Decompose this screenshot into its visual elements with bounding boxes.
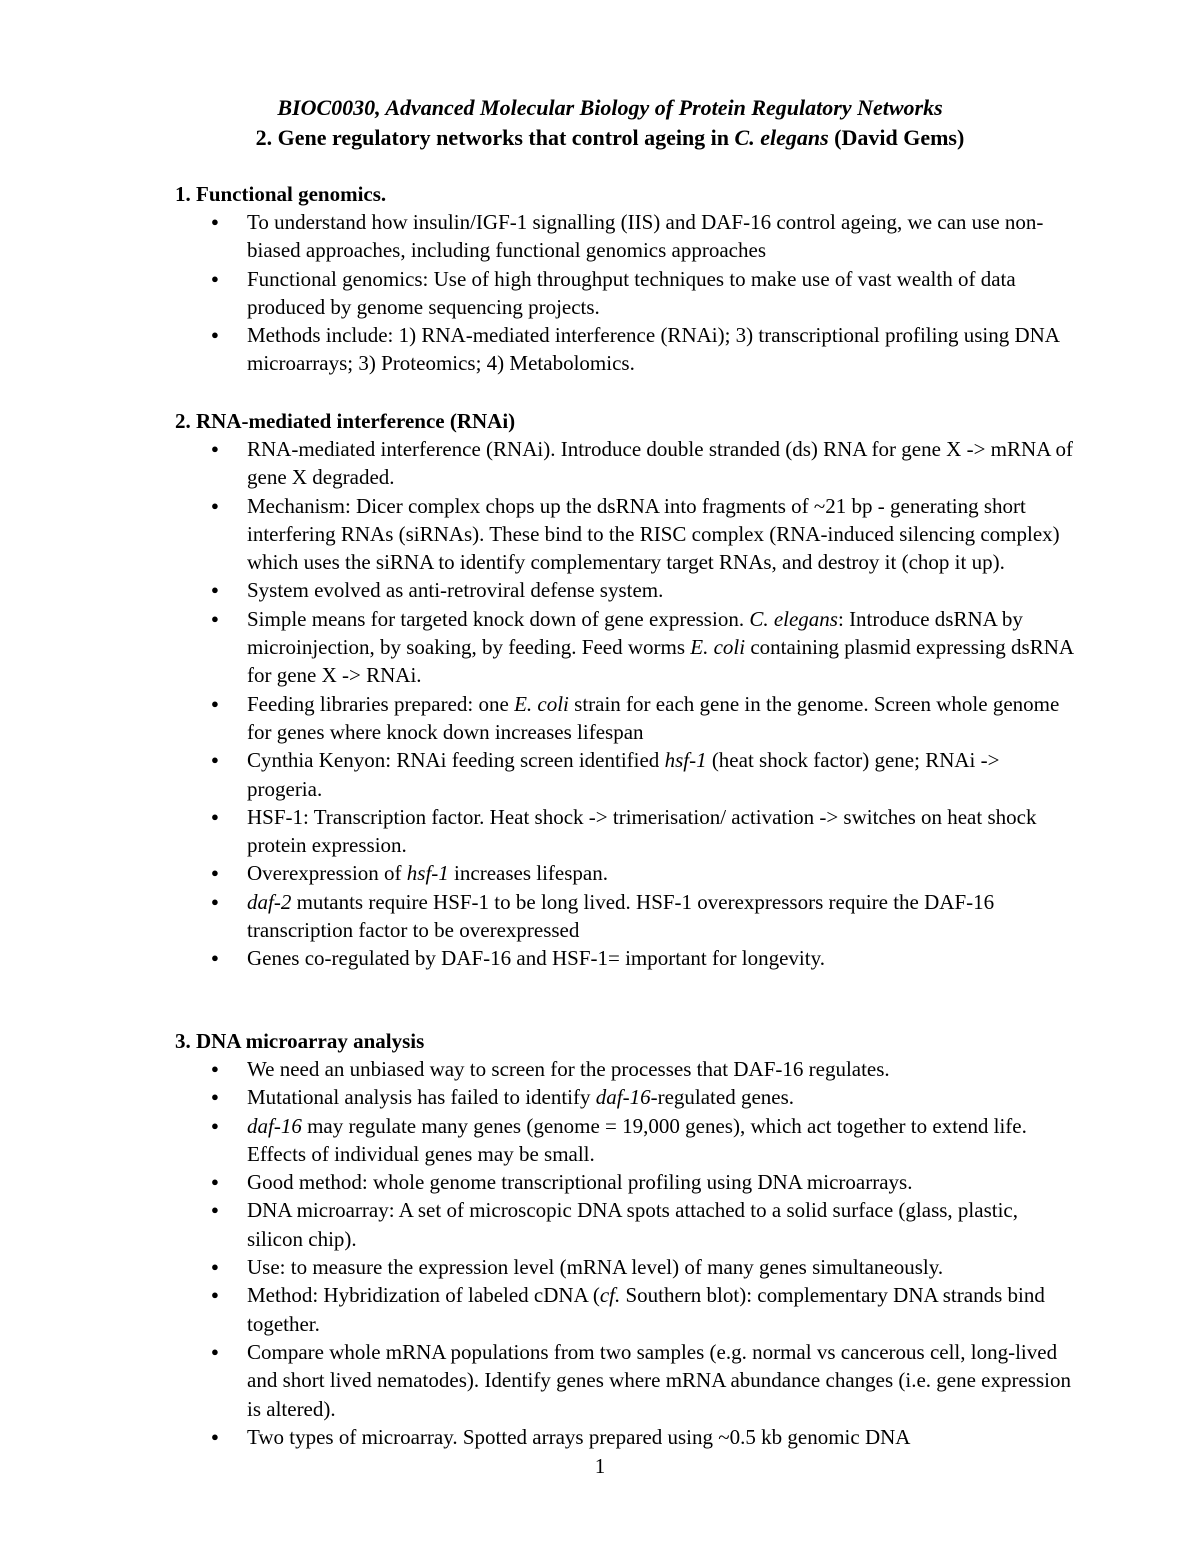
bullet-text: DNA microarray: A set of microscopic DNA spots attached to a solid surface (glass, plastic, silicon chip). [247, 1198, 1018, 1251]
bullet-item [175, 1112, 1075, 1169]
bullet-item [175, 321, 1075, 378]
lecture-title-species: C. elegans [734, 125, 829, 150]
bullet-item [175, 576, 1075, 604]
bullet-item [175, 435, 1075, 492]
lecture-title-prefix: 2. Gene regulatory networks that control ageing in [255, 125, 735, 150]
bullet-text: Cynthia Kenyon: RNAi feeding screen identified [247, 748, 665, 773]
italic-term: C. elegans [749, 606, 838, 631]
bullet-text: Good method: whole genome transcriptional profiling using DNA microarrays. [247, 1170, 913, 1195]
bullet-item [175, 1196, 1075, 1253]
bullet-text: Genes co-regulated by DAF-16 and HSF-1= important for longevity. [247, 946, 825, 971]
bullet-item [175, 208, 1075, 265]
italic-term: E. coli [514, 691, 569, 716]
section-heading: 3. DNA microarray analysis [175, 1029, 425, 1053]
italic-term: hsf-1 [406, 861, 449, 886]
bullet-text: Overexpression of [247, 861, 407, 886]
bullet-text: Feeding libraries prepared: one [247, 691, 515, 716]
bullet-text: HSF-1: Transcription factor. Heat shock -> trimerisation/ activation -> switches on heat shock protein expression. [247, 804, 1037, 858]
italic-term: E. coli [690, 635, 746, 660]
bullet-text: To understand how insulin/IGF-1 signalling (IIS) and DAF-16 control ageing, we can use non-biased approaches, including functional genomics approaches [247, 210, 1044, 263]
bullet-text: Simple means for targeted knock down of gene expression. [247, 606, 750, 631]
section-dna-microarray [175, 1027, 1075, 1451]
italic-term: daf-16 [247, 1113, 302, 1138]
bullet-text: Mechanism: Dicer complex chops up the dsRNA into fragments of ~21 bp - generating short interfering RNAs (siRNAs). These bind to the RISC complex (RNA-induced silencing complex) which uses the siRNA to identify complementary target RNAs, and destroy it (chop it up). [247, 493, 1060, 575]
bullet-item [175, 1253, 1075, 1281]
bullet-text: Compare whole mRNA populations from two samples (e.g. normal vs cancerous cell, long-lived and short lived nematodes). Identify genes where mRNA abundance changes (i.e. gene expression is altered). [247, 1339, 1071, 1421]
page-number: 1 [594, 1454, 606, 1478]
bullet-item [175, 690, 1075, 747]
bullet-text: -regulated genes. [650, 1085, 795, 1110]
bullet-text: RNA-mediated interference (RNAi). Introduce double stranded (ds) RNA for gene X -> mRNA of gene X degraded. [247, 437, 1073, 490]
section-heading: 1. Functional genomics. [175, 182, 387, 206]
bullet-text: (heat shock factor) gene; RNAi -> progeria. [247, 748, 1000, 801]
bullet-list [175, 208, 1075, 378]
course-title: BIOC0030, Advanced Molecular Biology of Protein Regulatory Networks [277, 95, 943, 120]
bullet-text: Methods include: 1) RNA-mediated interference (RNAi); 3) transcriptional profiling using DNA microarrays; 3) Proteomics; 4) Metabolomics. [247, 323, 1059, 376]
bullet-text: We need an unbiased way to screen for the processes that DAF-16 regulates. [247, 1057, 890, 1081]
lecture-title [0, 124, 1200, 152]
bullet-item [175, 944, 1075, 972]
bullet-item [175, 888, 1075, 945]
italic-term: hsf-1 [664, 748, 707, 773]
bullet-list [175, 1055, 1075, 1451]
bullet-item [175, 1168, 1075, 1196]
bullet-item [175, 265, 1075, 322]
bullet-item [175, 1055, 1075, 1083]
bullet-item [175, 1338, 1075, 1423]
bullet-text: increases lifespan. [448, 861, 608, 886]
bullet-text: mutants require HSF-1 to be long lived. HSF-1 overexpressors require the DAF-16 transcription factor to be overexpressed [247, 889, 995, 943]
bullet-item [175, 605, 1075, 690]
bullet-text: : Introduce dsRNA by microinjection, by soaking, by feeding. Feed worms [247, 606, 1023, 660]
bullet-item [175, 1083, 1075, 1111]
bullet-text: Southern blot): complementary DNA strands bind together. [247, 1283, 1045, 1336]
italic-term: daf-2 [247, 889, 292, 914]
bullet-text: strain for each gene in the genome. Screen whole genome for genes where knock down increases lifespan [247, 691, 1060, 744]
bullet-text: Functional genomics: Use of high throughput techniques to make use of vast wealth of data produced by genome sequencing projects. [247, 266, 1016, 319]
bullet-text: Method: Hybridization of labeled cDNA ( [247, 1283, 600, 1308]
lecture-title-suffix: (David Gems) [828, 125, 965, 150]
bullet-text: may regulate many genes (genome = 19,000 genes), which act together to extend life. Effects of individual genes may be small. [247, 1113, 1027, 1166]
bullet-text: Mutational analysis has failed to identify [247, 1085, 596, 1110]
bullet-item [175, 746, 1075, 803]
section-functional-genomics [175, 180, 1075, 378]
bullet-item [175, 1281, 1075, 1338]
italic-term: cf. [599, 1283, 621, 1308]
bullet-list [175, 435, 1075, 973]
bullet-item [175, 859, 1075, 887]
italic-term: daf-16 [595, 1085, 651, 1110]
bullet-item [175, 1423, 1075, 1451]
bullet-text: System evolved as anti-retroviral defense system. [247, 578, 664, 603]
bullet-text: Two types of microarray. Spotted arrays prepared using ~0.5 kb genomic DNA [247, 1424, 911, 1449]
section-heading: 2. RNA-mediated interference (RNAi) [175, 409, 516, 433]
bullet-text: Use: to measure the expression level (mRNA level) of many genes simultaneously. [247, 1255, 944, 1280]
bullet-text: containing plasmid expressing dsRNA for gene X -> RNAi. [247, 635, 1073, 688]
section-rnai [175, 407, 1075, 973]
bullet-item [175, 803, 1075, 860]
bullet-item [175, 492, 1075, 577]
